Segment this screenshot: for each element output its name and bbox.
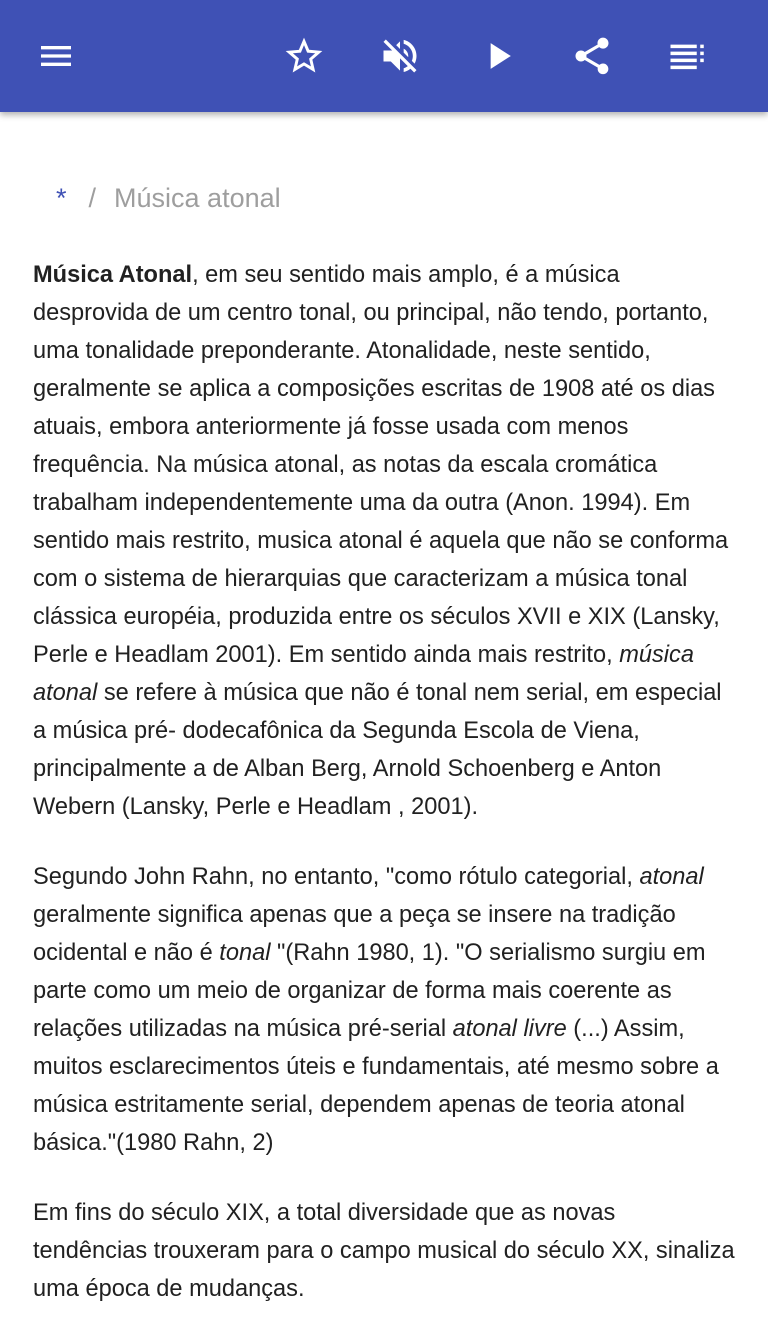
emphasis-text: atonal <box>639 864 704 890</box>
article-term: Música Atonal <box>33 262 193 288</box>
share-button[interactable] <box>564 28 620 84</box>
paragraph-text: Em fins do século XIX, a total diversidade que as novas tendências trouxeram para o campo musical do século XX, sinaliza uma época de mudanças. <box>33 1200 735 1302</box>
emphasis-text: música atonal <box>33 642 694 706</box>
playlist-icon <box>667 35 709 77</box>
bookmark-button[interactable] <box>276 28 332 84</box>
article-content <box>0 112 768 1302</box>
paragraph-text: geralmente significa apenas que a peça se insere na tradição ocidental e não é <box>33 902 676 966</box>
play-icon <box>476 34 520 78</box>
paragraph-text: "(Rahn 1980, 1). "O serialismo surgiu em parte como um meio de organizar de forma mais coerente as relações utilizadas na música pré-serial <box>33 940 706 1042</box>
paragraph-text: (...) Assim, muitos esclarecimentos úteis e fundamentais, até mesmo sobre a música estritamente serial, dependem apenas de teoria atonal básica."(1980 Rahn, 2) <box>33 1016 719 1156</box>
breadcrumb-separator: / <box>88 183 97 213</box>
mute-button[interactable] <box>372 28 428 84</box>
breadcrumb-current: Música atonal <box>114 183 281 213</box>
breadcrumb <box>56 178 281 218</box>
emphasis-text: atonal livre <box>452 1016 567 1042</box>
paragraph-text: , em seu sentido mais amplo, é a música desprovida de um centro tonal, ou principal, não tendo, portanto, uma tonalidade preponderante. Atonalidade, neste sentido, geralmente se aplica a composições escritas de 1908 até os dias atuais, embora anteriormente já fosse usada com menos frequência. Na música atonal, as notas da escala cromática trabalham independentemente uma da outra (Anon. 1994). Em sentido mais restrito, musica atonal é aquela que não se conforma com o sistema de hierarquias que caracterizam a música tonal clássica européia, produzida entre os séculos XVII e XIX (Lansky, Perle e Headlam 2001). Em sentido ainda mais restrito, <box>33 262 729 668</box>
emphasis-text: tonal <box>219 940 271 966</box>
breadcrumb-home-link[interactable]: * <box>56 183 67 213</box>
play-button[interactable] <box>470 28 526 84</box>
paragraph-text: se refere à música que não é tonal nem serial, em especial a música pré- dodecafônica da Segunda Escola de Viena, principalmente a de Alban Berg, Arnold Schoenberg e Anton Webern (Lansky, Perle e Headlam , 2001). <box>33 680 722 820</box>
paragraph-1 <box>33 256 735 826</box>
paragraph-3 <box>33 1194 735 1308</box>
menu-icon <box>36 36 76 76</box>
volume-off-icon <box>378 34 422 78</box>
share-icon <box>570 34 614 78</box>
app-toolbar <box>0 0 768 112</box>
star-outline-icon <box>282 34 326 78</box>
article-body <box>33 256 735 1340</box>
menu-button[interactable] <box>28 28 84 84</box>
contents-button[interactable] <box>660 28 716 84</box>
paragraph-2 <box>33 858 735 1162</box>
paragraph-text: Segundo John Rahn, no entanto, "como rótulo categorial, <box>33 864 640 890</box>
